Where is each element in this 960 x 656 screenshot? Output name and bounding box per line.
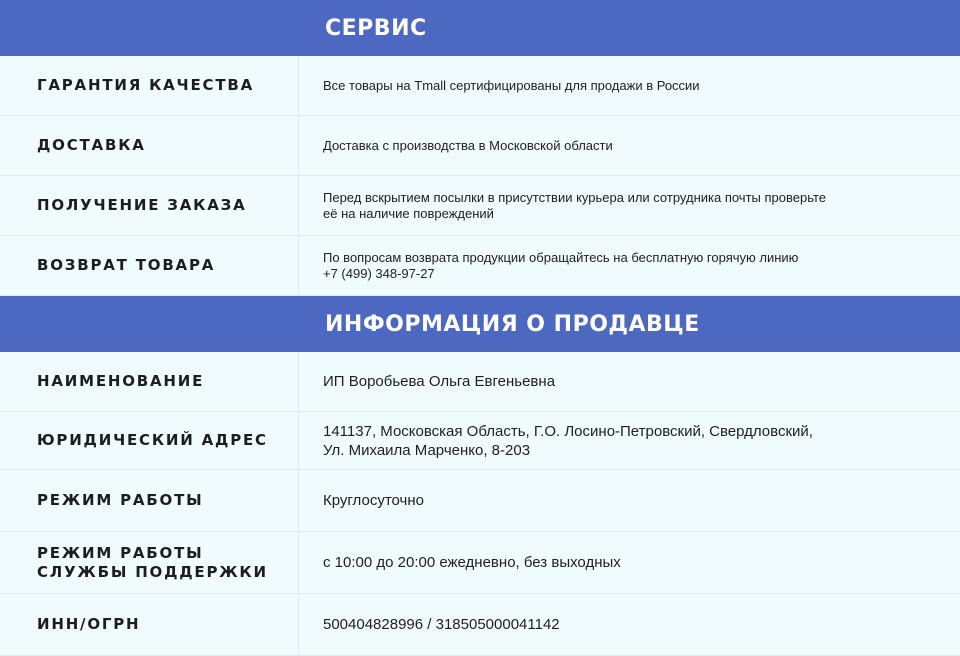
row-label: ВОЗВРАТ ТОВАРА [37, 256, 216, 274]
service-section-header [0, 0, 960, 56]
row-label: ИНН/ОГРН [37, 615, 141, 633]
row-label: ПОЛУЧЕНИЕ ЗАКАЗА [37, 196, 247, 214]
seller-section-title: ИНФОРМАЦИЯ О ПРОДАВЦЕ [325, 311, 700, 337]
row-label: ДОСТАВКА [37, 136, 146, 154]
service-row-delivery [0, 116, 960, 176]
row-value: Все товары на Tmall сертифицированы для продажи в России [323, 77, 700, 93]
row-value: ИП Воробьева Ольга Евгеньевна [323, 373, 556, 390]
row-label: РЕЖИМ РАБОТЫ СЛУЖБЫ ПОДДЕРЖКИ [37, 543, 268, 581]
seller-row-inn-ogrn [0, 594, 960, 656]
row-label: НАИМЕНОВАНИЕ [37, 372, 205, 390]
seller-row-name [0, 352, 960, 412]
row-value: По вопросам возврата продукции обращайтесь на бесплатную горячую линию +7 (499) 348-97-27 [323, 249, 799, 281]
service-row-receiving [0, 176, 960, 236]
seller-row-support-hours [0, 532, 960, 594]
seller-row-hours [0, 470, 960, 532]
row-label: РЕЖИМ РАБОТЫ [37, 491, 204, 509]
row-label: ЮРИДИЧЕСКИЙ АДРЕС [37, 431, 268, 449]
row-value: Круглосуточно [323, 492, 424, 509]
column-divider [298, 176, 299, 235]
row-value: Перед вскрытием посылки в присутствии курьера или сотрудника почты проверьте её на наличие повреждений [323, 189, 827, 221]
column-divider [298, 412, 299, 469]
row-label: ГАРАНТИЯ КАЧЕСТВА [37, 76, 255, 94]
row-value: 500404828996 / 318505000041142 [323, 616, 560, 633]
column-divider [298, 236, 299, 295]
service-section-title: СЕРВИС [325, 15, 427, 41]
seller-row-address [0, 412, 960, 470]
column-divider [298, 56, 299, 115]
column-divider [298, 594, 299, 655]
column-divider [298, 470, 299, 531]
column-divider [298, 532, 299, 593]
column-divider [298, 116, 299, 175]
column-divider [298, 352, 299, 411]
row-value: 141137, Московская Область, Г.О. Лосино-Петровский, Свердловский, Ул. Михаила Марченко, 8-203 [323, 422, 813, 459]
row-value: Доставка с производства в Московской области [323, 137, 613, 153]
service-row-return [0, 236, 960, 296]
seller-section-header [0, 296, 960, 352]
service-row-quality [0, 56, 960, 116]
row-value: с 10:00 до 20:00 ежедневно, без выходных [323, 554, 621, 571]
